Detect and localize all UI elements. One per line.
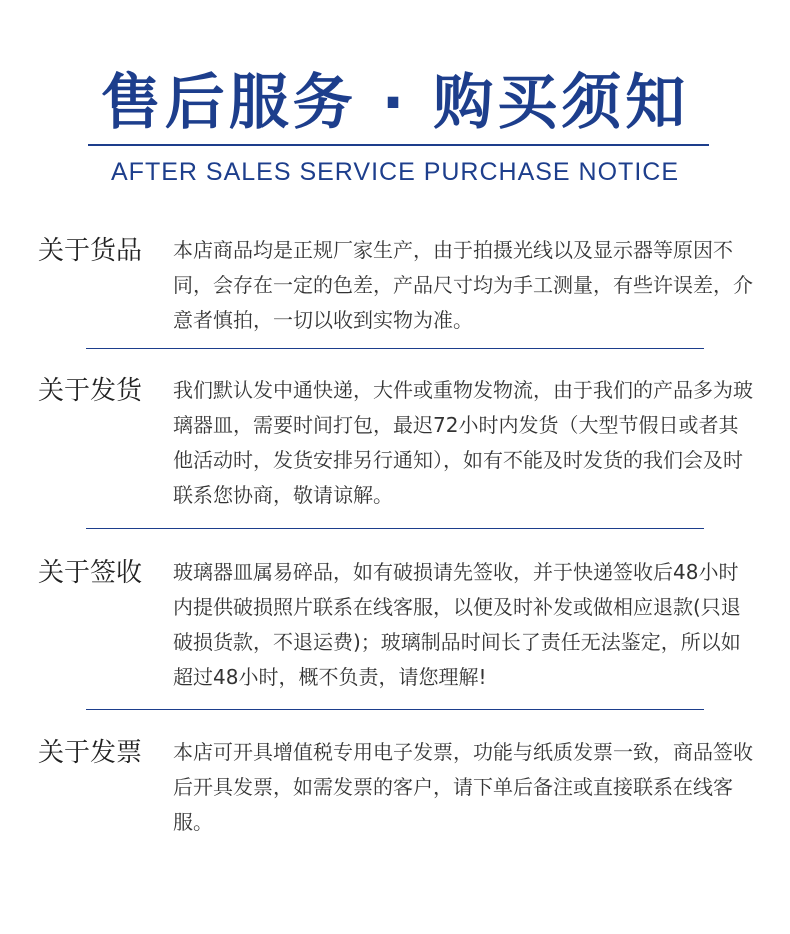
section-divider bbox=[86, 348, 704, 349]
section-heading: 关于货品 bbox=[38, 236, 143, 266]
section-heading: 关于发票 bbox=[38, 738, 143, 768]
section-text: 本店商品均是正规厂家生产，由于拍摄光线以及显示器等原因不同，会存在一定的色差，产品尺寸均为手工测量，有些许误差，介意者慎拍，一切以收到实物为准。 bbox=[173, 238, 753, 332]
section-text: 玻璃器皿属易碎品，如有破损请先签收，并于快递签收后48小时内提供破损照片联系在线客服，以便及时补发或做相应退款(只退破损货款，不退运费)；玻璃制品时间长了责任无法鉴定，所以如超过48小时，概不负责，请您理解! bbox=[173, 560, 741, 689]
section-text: 本店可开具增值税专用电子发票，功能与纸质发票一致，商品签收后开具发票，如需发票的客户，请下单后备注或直接联系在线客服。 bbox=[173, 740, 753, 834]
section-divider bbox=[86, 528, 704, 529]
title-divider bbox=[88, 144, 709, 146]
page-subtitle: AFTER SALES SERVICE PURCHASE NOTICE bbox=[111, 158, 679, 186]
section-text: 我们默认发中通快递，大件或重物发物流，由于我们的产品多为玻璃器皿，需要时间打包，最迟72小时内发货（大型节假日或者其他活动时，发货安排另行通知），如有不能及时发货的我们会及时联系您协商，敬请谅解。 bbox=[173, 378, 753, 507]
section-heading: 关于签收 bbox=[38, 558, 143, 588]
section-divider bbox=[86, 709, 704, 710]
section-heading: 关于发货 bbox=[38, 376, 143, 406]
page-title: 售后服务 · 购买须知 bbox=[100, 68, 690, 138]
